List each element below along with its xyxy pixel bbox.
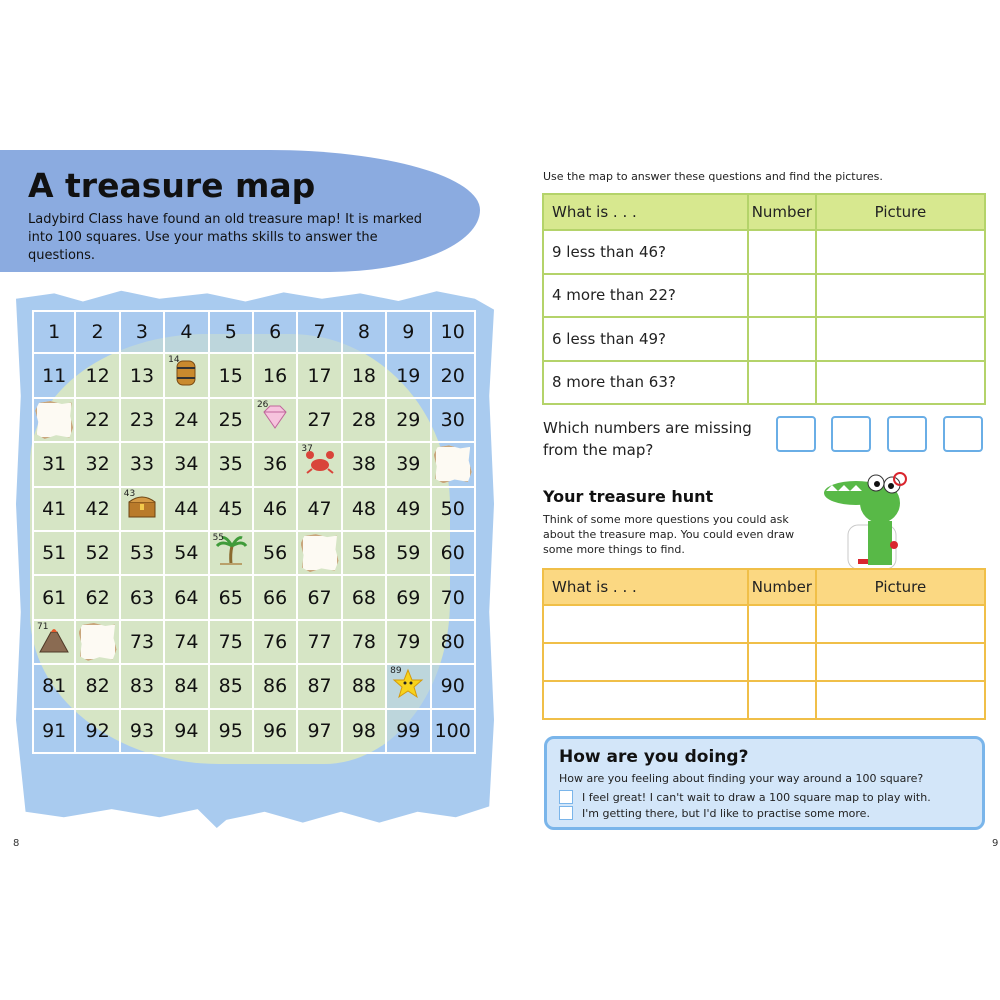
grid-number-cell: 52 (76, 532, 120, 576)
grid-number-cell: 36 (254, 443, 298, 487)
grid-number-cell: 17 (298, 354, 342, 398)
grid-number-cell: 6 (254, 310, 298, 354)
grid-number-cell: 11 (32, 354, 76, 398)
missing-number-box[interactable] (776, 416, 816, 452)
picture-number: 14 (168, 355, 180, 366)
crocodile-mascot-icon (818, 463, 918, 569)
missing-square-patch (76, 621, 120, 665)
picture-number: 43 (123, 488, 136, 499)
grid-number-cell: 7 (298, 310, 342, 354)
number-answer-cell[interactable] (748, 361, 816, 405)
grid-number-cell: 66 (254, 576, 298, 620)
missing-square-patch (432, 443, 476, 487)
grid-number-cell: 1 (32, 310, 76, 354)
treasure-hunt-table (542, 568, 986, 720)
grid-number-cell: 93 (121, 710, 165, 754)
header-picture: Picture (816, 569, 985, 605)
picture-number: 37 (301, 444, 313, 455)
grid-number-cell: 48 (343, 488, 387, 532)
option-feel-great[interactable] (559, 790, 931, 804)
grid-number-cell: 50 (432, 488, 476, 532)
grid-number-cell: 78 (343, 621, 387, 665)
checkbox[interactable] (559, 790, 573, 804)
grid-number-cell: 59 (387, 532, 431, 576)
grid-number-cell: 85 (210, 665, 254, 709)
question-cell: 6 less than 49? (543, 317, 748, 361)
grid-number-cell: 13 (121, 354, 165, 398)
grid-number-cell: 83 (121, 665, 165, 709)
table-row (543, 317, 985, 361)
grid-number-cell: 42 (76, 488, 120, 532)
missing-square-patch (298, 532, 342, 576)
questions-table (542, 193, 986, 405)
grid-number-cell: 15 (210, 354, 254, 398)
grid-number-cell: 65 (210, 576, 254, 620)
grid-number-cell: 68 (343, 576, 387, 620)
picture-answer-cell[interactable] (816, 643, 985, 681)
grid-number-cell: 98 (343, 710, 387, 754)
grid-number-cell: 67 (298, 576, 342, 620)
grid-number-cell: 86 (254, 665, 298, 709)
grid-number-cell: 69 (387, 576, 431, 620)
grid-number-cell: 73 (121, 621, 165, 665)
grid-number-cell: 16 (254, 354, 298, 398)
number-answer-cell[interactable] (748, 681, 816, 719)
header-picture: Picture (816, 194, 985, 230)
checkbox[interactable] (559, 806, 573, 820)
picture-answer-cell[interactable] (816, 681, 985, 719)
option-label: I feel great! I can't wait to draw a 100 square map to play with. (582, 790, 931, 804)
grid-number-cell: 82 (76, 665, 120, 709)
picture-number: 89 (390, 666, 402, 677)
picture-number: 26 (256, 399, 269, 410)
picture-square (32, 621, 76, 665)
grid-number-cell: 56 (254, 532, 298, 576)
grid-number-cell: 10 (432, 310, 476, 354)
torn-paper-icon (79, 623, 117, 661)
header-what-is: What is . . . (543, 194, 748, 230)
grid-number-cell: 45 (210, 488, 254, 532)
hundred-square-grid (32, 310, 476, 754)
torn-paper-icon (434, 445, 472, 483)
missing-number-box[interactable] (887, 416, 927, 452)
self-assessment-question: How are you feeling about finding your way around a 100 square? (559, 772, 924, 785)
grid-number-cell: 74 (165, 621, 209, 665)
grid-number-cell: 76 (254, 621, 298, 665)
grid-number-cell: 92 (76, 710, 120, 754)
picture-number: 71 (37, 621, 49, 632)
grid-number-cell: 62 (76, 576, 120, 620)
grid-number-cell: 80 (432, 621, 476, 665)
grid-number-cell: 30 (432, 399, 476, 443)
grid-number-cell: 81 (32, 665, 76, 709)
grid-number-cell: 75 (210, 621, 254, 665)
grid-number-cell: 87 (298, 665, 342, 709)
grid-number-cell: 58 (343, 532, 387, 576)
grid-number-cell: 28 (343, 399, 387, 443)
grid-number-cell: 22 (76, 399, 120, 443)
option-getting-there[interactable] (559, 806, 870, 820)
picture-answer-cell[interactable] (816, 230, 985, 274)
grid-number-cell: 31 (32, 443, 76, 487)
grid-number-cell: 88 (343, 665, 387, 709)
torn-paper-icon (301, 534, 339, 572)
picture-answer-cell[interactable] (816, 361, 985, 405)
grid-number-cell: 12 (76, 354, 120, 398)
grid-number-cell: 44 (165, 488, 209, 532)
grid-number-cell: 24 (165, 399, 209, 443)
grid-number-cell: 2 (76, 310, 120, 354)
grid-number-cell: 90 (432, 665, 476, 709)
option-label: I'm getting there, but I'd like to practise some more. (582, 806, 870, 820)
picture-answer-cell[interactable] (816, 317, 985, 361)
intro-text: Ladybird Class have found an old treasure map! It is marked into 100 squares. Use your maths skills to answer the questions. (28, 212, 422, 263)
grid-number-cell: 51 (32, 532, 76, 576)
question-cell: 4 more than 22? (543, 274, 748, 318)
torn-paper-icon (35, 401, 73, 439)
question-write-cell[interactable] (543, 681, 748, 719)
table-row (543, 681, 985, 719)
grid-number-cell: 8 (343, 310, 387, 354)
header-number: Number (748, 569, 816, 605)
grid-number-cell: 18 (343, 354, 387, 398)
table-row (543, 643, 985, 681)
grid-number-cell: 84 (165, 665, 209, 709)
grid-number-cell: 38 (343, 443, 387, 487)
picture-square (254, 399, 298, 443)
instruction-text: Use the map to answer these questions and find the pictures. (543, 170, 883, 183)
picture-square (210, 532, 254, 576)
picture-square (165, 354, 209, 398)
grid-number-cell: 9 (387, 310, 431, 354)
grid-number-cell: 34 (165, 443, 209, 487)
grid-number-cell: 94 (165, 710, 209, 754)
missing-number-box[interactable] (831, 416, 871, 452)
number-answer-cell[interactable] (748, 317, 816, 361)
grid-number-cell: 4 (165, 310, 209, 354)
grid-number-cell: 100 (432, 710, 476, 754)
grid-number-cell: 60 (432, 532, 476, 576)
header-number: Number (748, 194, 816, 230)
picture-answer-cell[interactable] (816, 605, 985, 643)
grid-number-cell: 61 (32, 576, 76, 620)
grid-number-cell: 77 (298, 621, 342, 665)
missing-square-patch (32, 399, 76, 443)
grid-number-cell: 19 (387, 354, 431, 398)
question-cell: 8 more than 63? (543, 361, 748, 405)
grid-number-cell: 41 (32, 488, 76, 532)
missing-numbers-question: Which numbers are missing from the map? (543, 419, 752, 459)
grid-number-cell: 53 (121, 532, 165, 576)
grid-number-cell: 25 (210, 399, 254, 443)
grid-number-cell: 46 (254, 488, 298, 532)
page-number-right: 9 (992, 838, 999, 849)
picture-square (298, 443, 342, 487)
table-row (543, 274, 985, 318)
grid-number-cell: 39 (387, 443, 431, 487)
picture-square (121, 488, 165, 532)
grid-number-cell: 95 (210, 710, 254, 754)
grid-number-cell: 32 (76, 443, 120, 487)
grid-number-cell: 63 (121, 576, 165, 620)
question-write-cell[interactable] (543, 605, 748, 643)
grid-number-cell: 49 (387, 488, 431, 532)
header-what-is: What is . . . (543, 569, 748, 605)
table-row (543, 230, 985, 274)
grid-number-cell: 20 (432, 354, 476, 398)
picture-square (387, 665, 431, 709)
grid-number-cell: 23 (121, 399, 165, 443)
grid-number-cell: 70 (432, 576, 476, 620)
table-row (543, 605, 985, 643)
self-assessment-box (544, 736, 985, 830)
grid-number-cell: 47 (298, 488, 342, 532)
grid-number-cell: 91 (32, 710, 76, 754)
number-answer-cell[interactable] (748, 274, 816, 318)
grid-number-cell: 79 (387, 621, 431, 665)
page-title: A treasure map (28, 166, 316, 205)
number-answer-cell[interactable] (748, 605, 816, 643)
grid-number-cell: 97 (298, 710, 342, 754)
question-write-cell[interactable] (543, 643, 748, 681)
question-cell: 9 less than 46? (543, 230, 748, 274)
picture-number: 55 (212, 532, 225, 543)
number-answer-cell[interactable] (748, 643, 816, 681)
grid-number-cell: 33 (121, 443, 165, 487)
grid-number-cell: 96 (254, 710, 298, 754)
number-answer-cell[interactable] (748, 230, 816, 274)
missing-number-box[interactable] (943, 416, 983, 452)
page-number-left: 8 (13, 838, 20, 849)
grid-number-cell: 29 (387, 399, 431, 443)
grid-number-cell: 3 (121, 310, 165, 354)
grid-number-cell: 27 (298, 399, 342, 443)
treasure-hunt-text: Think of some more questions you could ask about the treasure map. You could even draw some more things to find. (543, 513, 795, 556)
grid-number-cell: 64 (165, 576, 209, 620)
grid-number-cell: 35 (210, 443, 254, 487)
picture-answer-cell[interactable] (816, 274, 985, 318)
table-row (543, 361, 985, 405)
grid-number-cell: 54 (165, 532, 209, 576)
grid-number-cell: 99 (387, 710, 431, 754)
self-assessment-title: How are you doing? (559, 747, 749, 767)
grid-number-cell: 5 (210, 310, 254, 354)
treasure-hunt-title: Your treasure hunt (543, 487, 714, 506)
